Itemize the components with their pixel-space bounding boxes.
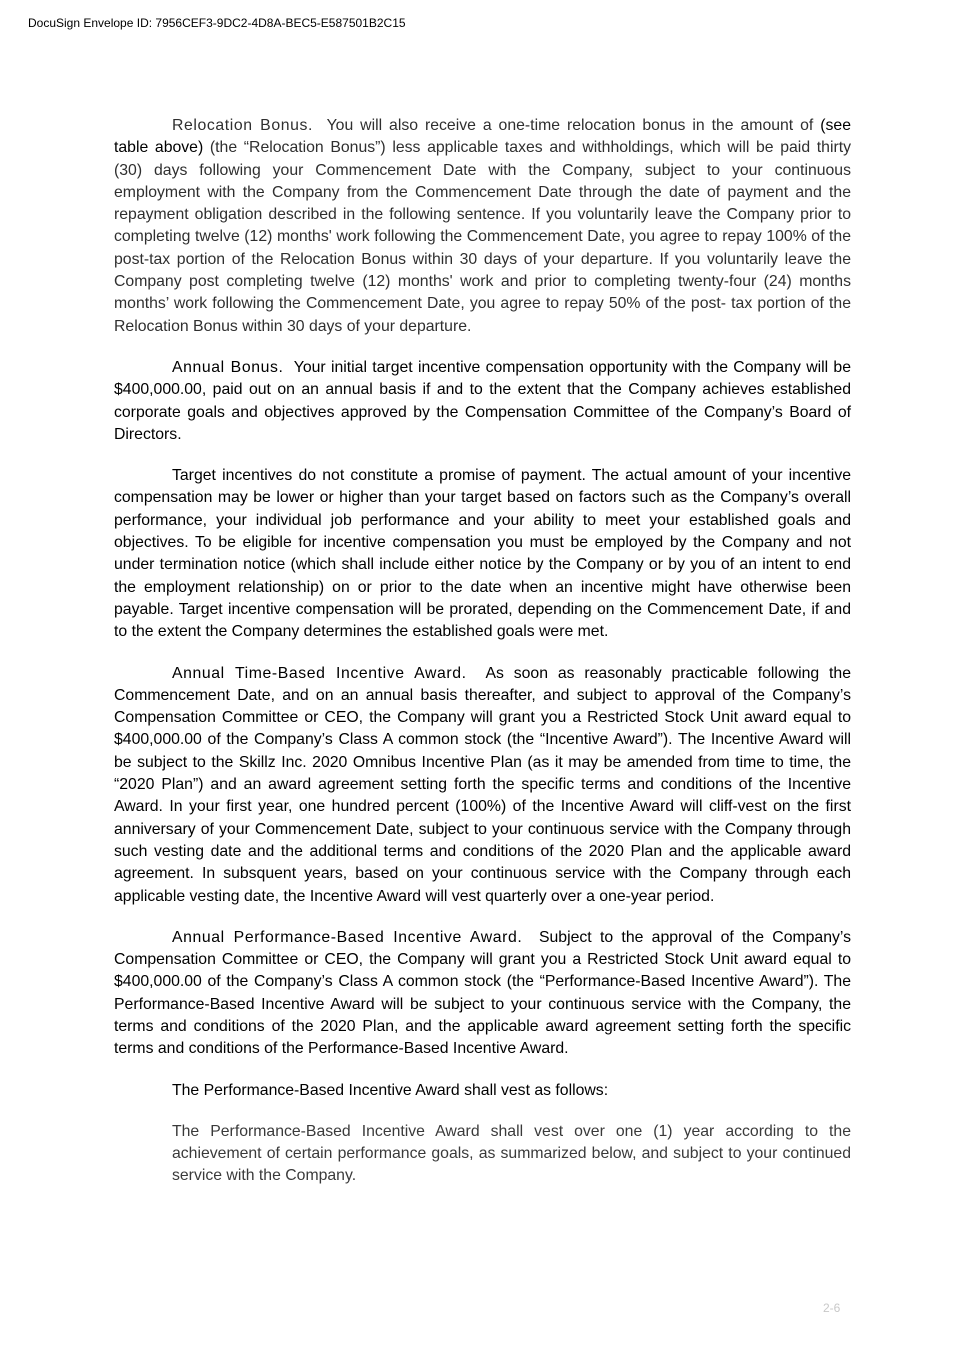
annual-bonus-paragraph bbox=[114, 357, 851, 446]
performance-based-award-text: Subject to the approval of the Company’s Compensation Committee or CEO, the Company will grant you a Restricted Stock Unit award equal to $400,000.00 of the Company’s Class A common stock (the “Performance-Based Incentive Award”). The Performance-Based Incentive Award will be subject to your continuous service with the Company, the terms and conditions of the 2020 Plan, and the applicable award agreement setting forth the specific terms and conditions of the Performance-Based Incentive Award. bbox=[114, 928, 852, 1058]
time-based-award-text: As soon as reasonably practicable following the Commencement Date, and on an annual basis thereafter, and subject to approval of the Company’s Compensation Committee or CEO, the Company will grant you a Restricted Stock Unit award equal to $400,000.00 of the Company’s Class A common stock (the “Incentive Award”). The Incentive Award will be subject to the Skillz Inc. 2020 Omnibus Incentive Plan (as it may be amended from time to time, the “2020 Plan”) and an award agreement setting forth the specific terms and conditions of the Incentive Award. In your first year, one hundred percent (100%) of the Incentive Award will cliff-vest on the first anniversary of your Commencement Date, subject to your continuous service with the Company through such vesting date and the additional terms and conditions of the 2020 Plan and the applicable award agreement. In subsquent years, based on your continuous service with the Company through each applicable vesting date, the Incentive Award will vest quarterly over a one-year period. bbox=[114, 664, 852, 905]
page-number: 2-6 bbox=[823, 1301, 841, 1315]
docusign-envelope-id: DocuSign Envelope ID: 7956CEF3-9DC2-4D8A-BEC5-E587501B2C15 bbox=[28, 16, 406, 30]
relocation-bonus-text-a: You will also receive a one-time relocation bonus in the amount of bbox=[326, 117, 814, 134]
annual-bonus-heading: Annual Bonus. bbox=[172, 358, 284, 376]
performance-based-award-paragraph bbox=[114, 927, 851, 1061]
relocation-bonus-paragraph bbox=[114, 115, 851, 338]
relocation-bonus-text-b: (the “Relocation Bonus”) less applicable taxes and withholdings, which will be paid thirty (30) days following your Commencement Date with the Company, subject to your continuous employment with the Company from the Commencement Date through the date of payment and the repayment obligation described in the following sentence. If you voluntarily leave the Company prior to completing twelve (12) months' work following the Commencement Date, you agree to repay 100% of the post-tax portion of the Relocation Bonus within 30 days of your departure. If you voluntarily leave the Company post completing twelve (12) months' work and prior to completing twenty-four (24) months months’ work following the Commencement Date, you agree to repay 50% of the post- tax portion of the Relocation Bonus within 30 days of your departure. bbox=[114, 139, 852, 335]
letter-body bbox=[114, 115, 851, 1188]
time-based-award-paragraph bbox=[114, 663, 851, 908]
target-incentives-paragraph: Target incentives do not constitute a promise of payment. The actual amount of your incentive compensation may be lower or higher than your target based on factors such as the Company’s overall performance, your individual job performance and your ability to meet your established goals and objectives. To be eligible for incentive compensation you must be employed by the Company and not under termination notice (which shall include either notice by the Company or by you of an intent to end the employment relationship) on or prior to the date when an incentive might have otherwise been payable. Target incentive compensation will be prorated, depending on the Commencement Date, if and to the extent the Company determines the established goals were met. bbox=[114, 467, 851, 641]
vesting-detail: The Performance-Based Incentive Award shall vest over one (1) year according to the achievement of certain performance goals, as summarized below, and subject to your continued service with the Company. bbox=[172, 1122, 851, 1185]
vesting-intro: The Performance-Based Incentive Award shall vest as follows: bbox=[172, 1081, 609, 1099]
performance-based-award-heading: Annual Performance-Based Incentive Award. bbox=[172, 928, 523, 946]
relocation-bonus-heading: Relocation Bonus. bbox=[172, 117, 313, 134]
relocation-table-reference: (see table above) bbox=[114, 117, 851, 157]
annual-bonus-text: Your initial target incentive compensation opportunity with the Company will be $400,000.00, paid out on an annual basis if and to the extent that the Company achieves established corporate goals and objectives approved by the Compensation Committee of the Company’s Board of Directors. bbox=[114, 358, 851, 443]
time-based-award-heading: Annual Time-Based Incentive Award. bbox=[172, 664, 467, 682]
